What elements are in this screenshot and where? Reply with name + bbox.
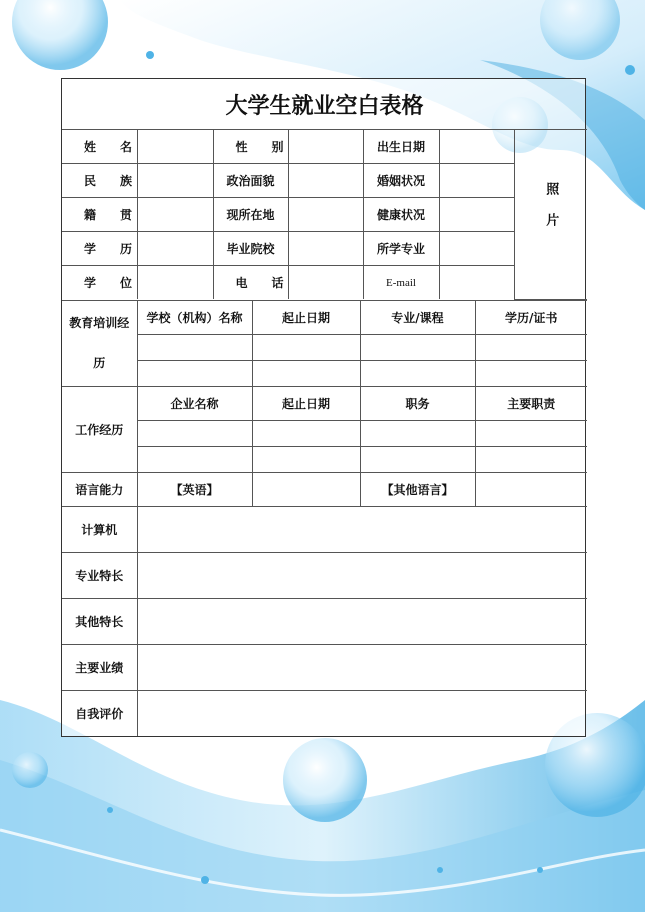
gender-label: 性别	[213, 130, 288, 164]
edu-col-header: 学校（机构）名称	[137, 300, 252, 334]
email-label: E-mail	[363, 266, 439, 300]
edu-cell[interactable]	[252, 360, 360, 386]
photo-box[interactable]	[514, 130, 587, 300]
work-cell[interactable]	[137, 446, 252, 472]
residence-field[interactable]	[288, 198, 363, 232]
other-language-field[interactable]	[475, 472, 587, 506]
work-cell[interactable]	[137, 420, 252, 446]
specialty-label: 专业特长	[62, 552, 137, 598]
political-field[interactable]	[288, 164, 363, 198]
edu-col-header: 学历/证书	[475, 300, 587, 334]
english-field[interactable]	[252, 472, 360, 506]
work-col-header: 企业名称	[137, 386, 252, 420]
english-label: 【英语】	[137, 472, 252, 506]
political-label: 政治面貌	[213, 164, 288, 198]
edu-cell[interactable]	[360, 334, 475, 360]
photo-label: 照片	[543, 181, 559, 244]
basic-info-table	[62, 129, 587, 300]
work-cell[interactable]	[475, 420, 587, 446]
computer-field[interactable]	[137, 506, 587, 552]
school-field[interactable]	[288, 232, 363, 266]
achievements-field[interactable]	[137, 644, 587, 690]
other-language-label: 【其他语言】	[360, 472, 475, 506]
degree-label: 学位	[62, 266, 137, 300]
work-cell[interactable]	[252, 420, 360, 446]
work-section-label: 工作经历	[62, 386, 137, 472]
email-field[interactable]	[439, 266, 514, 300]
marital-field[interactable]	[439, 164, 514, 198]
edu-col-header: 起止日期	[252, 300, 360, 334]
ethnicity-label: 民族	[62, 164, 137, 198]
birth-label: 出生日期	[363, 130, 439, 164]
language-label: 语言能力	[62, 472, 137, 506]
major-label: 所学专业	[363, 232, 439, 266]
other-skills-label: 其他特长	[62, 598, 137, 644]
work-cell[interactable]	[360, 446, 475, 472]
health-label: 健康状况	[363, 198, 439, 232]
marital-label: 婚姻状况	[363, 164, 439, 198]
specialty-field[interactable]	[137, 552, 587, 598]
employment-form	[61, 78, 586, 737]
work-cell[interactable]	[252, 446, 360, 472]
residence-label: 现所在地	[213, 198, 288, 232]
computer-label: 计算机	[62, 506, 137, 552]
history-table	[62, 300, 587, 736]
self-evaluation-field[interactable]	[137, 690, 587, 736]
edu-cell[interactable]	[475, 360, 587, 386]
edu-cell[interactable]	[137, 360, 252, 386]
work-cell[interactable]	[360, 420, 475, 446]
major-field[interactable]	[439, 232, 514, 266]
school-label: 毕业院校	[213, 232, 288, 266]
form-title: 大学生就业空白表格	[225, 93, 424, 119]
edu-cell[interactable]	[252, 334, 360, 360]
education-section-label: 教育培训经历	[62, 300, 137, 386]
edu-cell[interactable]	[475, 334, 587, 360]
edu-cell[interactable]	[360, 360, 475, 386]
work-cell[interactable]	[475, 446, 587, 472]
birth-field[interactable]	[439, 130, 514, 164]
name-label: 姓名	[62, 130, 137, 164]
other-skills-field[interactable]	[137, 598, 587, 644]
form-table	[62, 79, 587, 129]
work-col-header: 职务	[360, 386, 475, 420]
education-label: 学历	[62, 232, 137, 266]
edu-col-header: 专业/课程	[360, 300, 475, 334]
health-field[interactable]	[439, 198, 514, 232]
achievements-label: 主要业绩	[62, 644, 137, 690]
work-col-header: 主要职责	[475, 386, 587, 420]
edu-cell[interactable]	[137, 334, 252, 360]
self-evaluation-label: 自我评价	[62, 690, 137, 736]
phone-label: 电话	[213, 266, 288, 300]
work-col-header: 起止日期	[252, 386, 360, 420]
origin-label: 籍贯	[62, 198, 137, 232]
